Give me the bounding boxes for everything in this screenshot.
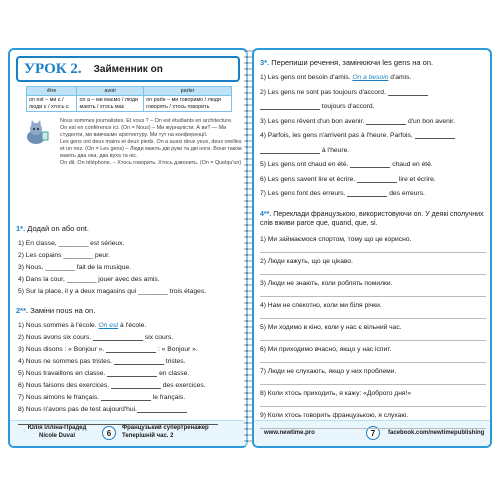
table-header: être — [27, 87, 77, 96]
book-title-2: Теперішній час. 2 — [122, 433, 174, 439]
translation-prompt: 3) Люди не знають, коли роблять помилки. — [260, 280, 393, 287]
translation-prompt: 5) Ми ходимо в кіно, коли у нас є вільний час. — [260, 324, 402, 331]
exercise-prompt: 3) Les gens rêvent d'un bon avenir. — [260, 117, 367, 125]
answer-field[interactable] — [350, 162, 390, 168]
task-instruction: Перепиши речення, замінюючи les gens на on. — [271, 58, 434, 67]
page-number: 7 — [366, 426, 380, 440]
exercise-prompt: 4) Parfois, les gens n'arrivent pas à l'heure. Parfois, — [260, 132, 415, 139]
task-instruction: Заміни nous на on. — [30, 306, 96, 315]
answer-line[interactable] — [260, 362, 486, 363]
exercise-suffix: : « Bonjour ». — [156, 346, 198, 353]
authors — [18, 424, 96, 440]
exercise-suffix: à l'heure. — [320, 146, 350, 154]
task-number: 1*. — [16, 224, 26, 233]
facebook-link[interactable]: facebook.com/newtimepublishing — [388, 430, 485, 436]
exercise-line[interactable]: 1) En classe, ________ est sérieux. — [18, 240, 125, 247]
cat-illustration-icon — [22, 120, 52, 146]
exercise-suffix: six cours. — [143, 334, 174, 341]
exercise-suffix: d'un bon avenir. — [406, 117, 455, 125]
exercise-line[interactable] — [18, 394, 185, 401]
exercise-prompt: 2) Les gens ne sont pas toujours d'accord. — [260, 88, 388, 96]
exercise-line[interactable] — [260, 176, 486, 183]
answer-field[interactable] — [107, 371, 157, 377]
note-line: Les gens ont deux mains et deux pieds. On a aussi deux yeux, deux oreilles et un nez. (On = Les gens) – Люди мають дві руки та дві ноги. Вони також мають два ока, два вуха та ніс. — [60, 139, 242, 159]
translation-prompt: 4) Нам не спекотно, коли ми біля річки. — [260, 302, 382, 309]
note-line: Nous sommes journalistes. Et vous ? – On est étudiants en architecture. — [60, 118, 233, 124]
exercise-line[interactable] — [18, 334, 173, 341]
task-instruction: Переклади французькою, використовуючи on. У деякі сполучних слів вживи parce que, quand, que, si. — [260, 211, 484, 227]
exercise-line[interactable] — [18, 382, 206, 389]
answer-field[interactable] — [137, 407, 187, 413]
exercise-suffix: le français. — [150, 394, 186, 401]
author-2: Nicole Duval — [38, 433, 75, 439]
left-page — [8, 48, 248, 448]
answer-field[interactable] — [260, 104, 320, 110]
exercise-line[interactable] — [260, 190, 486, 197]
exercise-prompt: 7) Nous aimons le français. — [18, 394, 101, 401]
translation-prompt: 9) Коли хтось говорить французькою, я слухаю. — [260, 412, 409, 419]
answer-field[interactable] — [111, 383, 161, 389]
answer-line[interactable] — [260, 406, 486, 407]
answer-line[interactable] — [260, 274, 486, 275]
lesson-title-box — [16, 56, 240, 82]
answer-line[interactable] — [260, 340, 486, 341]
exercise-line[interactable]: 3) Nous, ________ fait de la musique. — [18, 264, 132, 271]
exercise-suffix: en classe. — [157, 370, 190, 377]
translation-prompt: 7) Люди не слухають, якщо у них проблеми. — [260, 368, 397, 375]
translation-prompt: 8) Коли хтось приходить, я кажу: «Доброго дня!» — [260, 390, 412, 397]
table-cell: on est – ми є / люди є / хтось є — [27, 96, 77, 112]
exercise-line[interactable]: 5) Sur la place, il y a deux magasins qui ________ trois étages. — [18, 288, 207, 295]
exercise-prompt: 3) Nous disons : « Bonjour ». — [18, 346, 107, 353]
exercise-line[interactable] — [260, 103, 486, 110]
exercise-line[interactable] — [18, 418, 218, 425]
exercise-prompt: 5) Nous travaillons en classe. — [18, 370, 108, 377]
table-header: avoir — [77, 87, 144, 96]
exercise-suffix: des erreurs. — [387, 190, 425, 197]
task-instruction: Додай on або ont. — [27, 224, 89, 233]
lesson-title: УРОК 2. — [24, 60, 82, 77]
task-number: 2**. — [16, 306, 29, 315]
task-4-header — [260, 210, 486, 228]
exercise-suffix: d'amis. — [388, 74, 412, 81]
exercise-line[interactable]: 4) Dans la cour, ________ jouer avec des amis. — [18, 276, 160, 283]
answer-line[interactable] — [260, 384, 486, 385]
exercise-prompt: 5) Les gens ont chaud en été. — [260, 161, 351, 168]
exercise-prompt: 8) Nous n'avons pas de test aujourd'hui. — [18, 406, 137, 413]
exercise-line[interactable] — [18, 406, 187, 413]
task-number: 4**. — [260, 211, 272, 218]
exercise-line[interactable] — [260, 147, 486, 154]
note-line: On dit. On téléphone. – Хтось говорить. Хтось дзвонить. (On = Quelqu'un) — [60, 160, 242, 166]
exercise-line[interactable] — [18, 346, 198, 353]
answer-field[interactable] — [93, 335, 143, 341]
exercise-prompt: 1) Les gens ont besoin d'amis. — [260, 74, 353, 81]
book-title — [122, 424, 209, 440]
page-number: 6 — [102, 426, 116, 440]
task-2-header — [16, 306, 95, 315]
translation-prompt: 6) Ми приходимо вчасно, якщо у нас іспит. — [260, 346, 392, 353]
exercise-line[interactable] — [260, 118, 486, 125]
table-header: parler — [144, 87, 232, 96]
book-title-1: Французький супертренажер — [122, 425, 209, 431]
answer-field[interactable] — [260, 148, 320, 154]
exercise-suffix: à l'école. — [118, 322, 147, 329]
exercise-suffix: des exercices. — [160, 382, 206, 389]
exercise-prompt: 6) Nous faisons des exercices. — [18, 382, 111, 389]
exercise-prompt: 1) Nous sommes à l'école. — [18, 322, 99, 329]
answer-field[interactable] — [18, 419, 218, 425]
answer-line[interactable] — [260, 428, 486, 429]
author-1: Юлія Ілліна-Прадед — [27, 425, 87, 431]
answer-field[interactable] — [388, 90, 428, 96]
exercise-line[interactable] — [260, 132, 486, 139]
answer-field[interactable] — [366, 119, 406, 125]
exercise-suffix: toujours d'accord. — [320, 103, 375, 110]
answer-field[interactable]: On est — [98, 322, 119, 329]
answer-field[interactable]: On a besoin — [352, 74, 389, 81]
answer-field[interactable] — [114, 359, 164, 365]
exercise-line[interactable] — [18, 322, 146, 329]
exercise-suffix: chaud en été. — [390, 161, 433, 168]
answer-line[interactable] — [260, 318, 486, 319]
table-cell: on parle – ми говоримо / люди говорять / хтось говорить — [144, 96, 232, 112]
answer-field[interactable] — [357, 177, 397, 183]
task-number: 3*. — [260, 58, 270, 67]
right-page — [252, 48, 492, 448]
exercise-suffix: lire et écrire. — [397, 175, 436, 183]
translation-prompt: 2) Люди кажуть, що це цікаво. — [260, 258, 354, 265]
answer-line[interactable] — [260, 296, 486, 297]
lesson-subtitle: Займенник on — [93, 63, 163, 75]
right-footer — [254, 420, 492, 446]
exercise-line[interactable] — [260, 89, 486, 96]
website-url[interactable]: www.newtime.pro — [264, 430, 315, 436]
answer-field[interactable] — [101, 395, 151, 401]
task-3-header — [260, 58, 433, 67]
exercise-prompt: 2) Nous avons six cours. — [18, 334, 94, 341]
exercise-line[interactable] — [18, 358, 185, 365]
answer-field[interactable] — [415, 133, 455, 139]
answer-field[interactable] — [106, 347, 156, 353]
exercise-prompt: 7) Les gens font des erreurs. — [260, 190, 348, 197]
exercise-suffix: tristes. — [163, 358, 186, 365]
exercise-line[interactable] — [260, 161, 486, 168]
exercise-line[interactable]: 2) Les copains ________ peur. — [18, 252, 110, 259]
task-1-header — [16, 224, 89, 233]
book-spread — [8, 48, 492, 448]
exercise-line[interactable] — [260, 74, 486, 81]
exercise-prompt: 6) Les gens savent lire et écrire. — [260, 175, 358, 183]
grammar-notes — [60, 118, 242, 167]
answer-line[interactable] — [260, 252, 486, 253]
note-line: On est en conférence ici. (On = Nous) – Ми журналісти. А ви? — Ми студенти, ми вивчаємо архітектуру. Ми тут на конференції. — [60, 125, 227, 138]
exercise-line[interactable] — [18, 370, 189, 377]
conjugation-table — [26, 86, 232, 112]
translation-prompt: 1) Ми займаємося спортом, тому що це корисно. — [260, 236, 412, 243]
table-cell: on a – ми маємо / люди мають / хтось має — [77, 96, 144, 112]
exercise-prompt: 4) Nous ne sommes pas tristes. — [18, 358, 114, 365]
answer-field[interactable] — [347, 191, 387, 197]
